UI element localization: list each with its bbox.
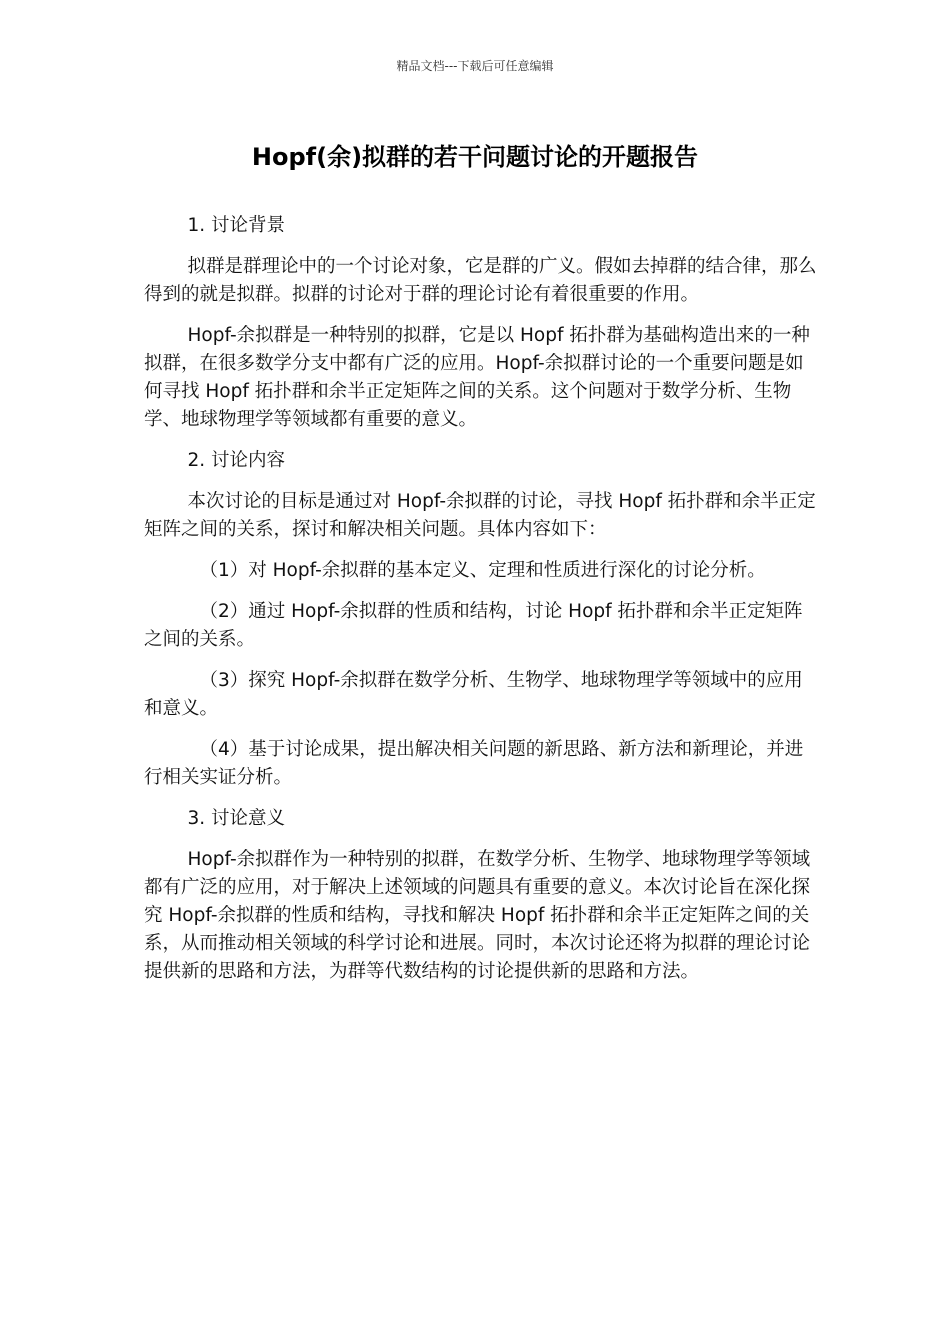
list-item-3: （3）探究 Hopf-余拟群在数学分析、生物学、地球物理学等领域中的应用和意义。	[144, 670, 803, 719]
section-heading-background: 1. 讨论背景	[187, 215, 286, 236]
paragraph-research-goal: 本次讨论的目标是通过对 Hopf-余拟群的讨论，寻找 Hopf 拓扑群和余半正定矩阵之间的关系，探讨和解决相关问题。具体内容如下：	[144, 491, 816, 540]
section-heading-content: 2. 讨论内容	[187, 450, 286, 471]
list-item-2: （2）通过 Hopf-余拟群的性质和结构，讨论 Hopf 拓扑群和余半正定矩阵之间的关系。	[144, 601, 803, 650]
document-title: Hopf(余)拟群的若干问题讨论的开题报告	[251, 143, 699, 171]
paragraph-quasigroup-intro: 拟群是群理论中的一个讨论对象，它是群的广义。假如去掉群的结合律，那么得到的就是拟群。拟群的讨论对于群的理论讨论有着很重要的作用。	[144, 256, 817, 305]
list-item-4: （4）基于讨论成果，提出解决相关问题的新思路、新方法和新理论，并进行相关实证分析。	[144, 739, 804, 788]
list-item-1: （1）对 Hopf-余拟群的基本定义、定理和性质进行深化的讨论分析。	[199, 560, 766, 581]
page-header-note: 精品文档---下载后可任意编辑	[396, 59, 554, 73]
paragraph-hopf-coquasigroup: Hopf-余拟群是一种特别的拟群，它是以 Hopf 拓扑群为基础构造出来的一种拟群，在很多数学分支中都有广泛的应用。Hopf-余拟群讨论的一个重要问题是如何寻找 Hopf 拓扑群和余半正定矩阵之间的关系。这个问题对于数学分析、生物学、地球物理学等领域都有重要的意义。	[144, 325, 810, 430]
paragraph-significance: Hopf-余拟群作为一种特别的拟群，在数学分析、生物学、地球物理学等领域都有广泛的应用，对于解决上述领域的问题具有重要的意义。本次讨论旨在深化探究 Hopf-余拟群的性质和结构，寻找和解决 Hopf 拓扑群和余半正定矩阵之间的关系，从而推动相关领域的科学讨论和进展。同时，本次讨论还将为拟群的理论讨论提供新的思路和方法，为群等代数结构的讨论提供新的思路和方法。	[144, 849, 811, 982]
section-heading-significance: 3. 讨论意义	[187, 808, 286, 829]
document-body	[144, 212, 820, 999]
